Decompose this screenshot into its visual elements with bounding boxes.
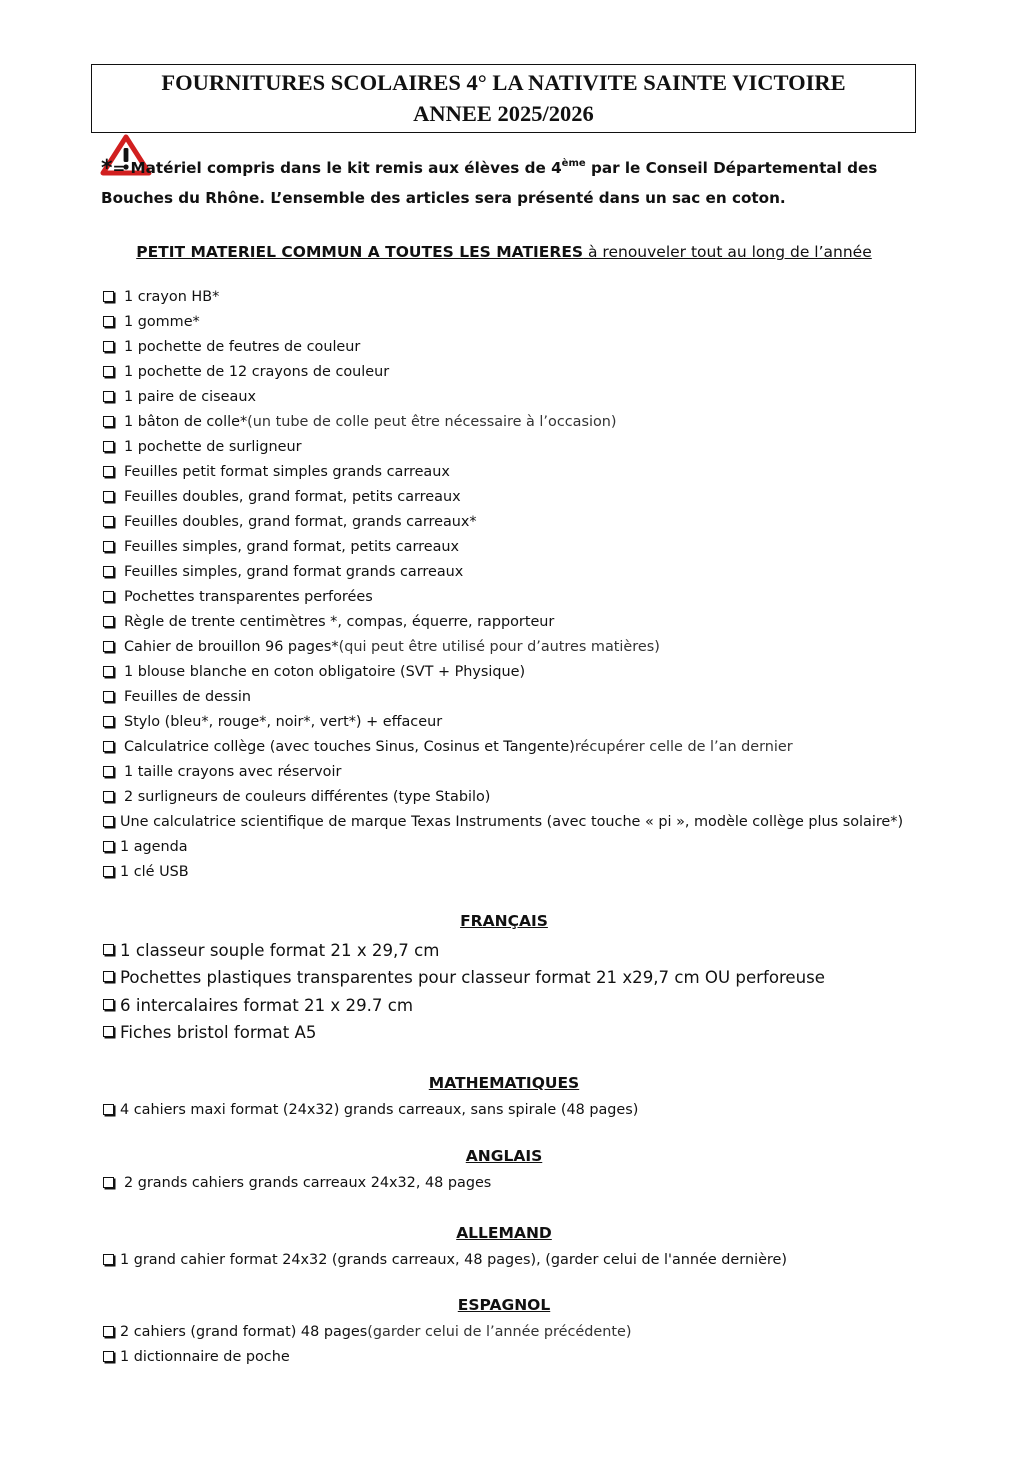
checkbox[interactable] [103,866,114,877]
list-item: 1 grand cahier format 24x32 (grands carreaux, 48 pages), (garder celui de l'année dernière) [101,1248,787,1273]
list-item: Feuilles de dessin [101,685,903,710]
checkbox[interactable] [103,541,114,552]
list-item: Feuilles doubles, grand format, petits carreaux [101,485,903,510]
checkbox[interactable] [103,716,114,727]
list-item: 1 taille crayons avec réservoir [101,760,903,785]
list-item: Feuilles simples, grand format grands carreaux [101,560,903,585]
checkbox[interactable] [103,516,114,527]
list-item: 1 gomme* [101,310,903,335]
checkbox[interactable] [103,1254,114,1265]
title-line-2: ANNEE 2025/2026 [413,101,594,126]
allemand-items-list [101,1248,787,1273]
list-item: Feuilles doubles, grand format, grands carreaux* [101,510,903,535]
intro-superscript: ème [561,158,586,169]
list-item: 6 intercalaires format 21 x 29.7 cm [101,992,825,1019]
checkbox[interactable] [103,1026,114,1037]
checkbox[interactable] [103,1104,114,1115]
checkbox[interactable] [103,391,114,402]
checkbox[interactable] [103,566,114,577]
espagnol-items-list [101,1320,631,1370]
title-line-1: FOURNITURES SCOLAIRES 4° LA NATIVITE SAINTE VICTOIRE [161,70,846,95]
mathematiques-items-list [101,1098,638,1123]
list-item: 1 pochette de surligneur [101,435,903,460]
intro-line-2: Bouches du Rhône. L’ensemble des articles sera présenté dans un sac en coton. [101,189,786,207]
list-item: Cahier de brouillon 96 pages* (qui peut être utilisé pour d’autres matières) [101,635,903,660]
intro-star: * [101,156,113,181]
checkbox[interactable] [103,666,114,677]
list-item: 1 blouse blanche en coton obligatoire (SVT + Physique) [101,660,903,685]
list-item: Feuilles simples, grand format, petits carreaux [101,535,903,560]
checkbox[interactable] [103,416,114,427]
list-item: 1 dictionnaire de poche [101,1345,631,1370]
intro-text-a: = Matériel compris dans le kit remis aux élèves de 4 [112,159,562,177]
document-title [91,64,916,133]
list-item: Règle de trente centimètres *, compas, équerre, rapporteur [101,610,903,635]
checkbox[interactable] [103,591,114,602]
allemand-heading: ALLEMAND [456,1224,552,1242]
intro-note [101,154,901,212]
common-section-heading [0,243,1008,261]
francais-heading: FRANÇAIS [460,912,548,930]
list-item: 2 grands cahiers grands carreaux 24x32, 48 pages [101,1171,491,1196]
checkbox[interactable] [103,491,114,502]
checkbox[interactable] [103,291,114,302]
checkbox[interactable] [103,971,114,982]
checkbox[interactable] [103,1326,114,1337]
list-item: 2 surligneurs de couleurs différentes (type Stabilo) [101,785,903,810]
checkbox[interactable] [103,741,114,752]
checkbox[interactable] [103,791,114,802]
anglais-items-list [101,1171,491,1196]
list-item: 1 bâton de colle* (un tube de colle peut être nécessaire à l’occasion) [101,410,903,435]
checkbox[interactable] [103,616,114,627]
espagnol-heading: ESPAGNOL [457,1296,551,1314]
common-heading-suffix: à renouveler tout au long de l’année [583,243,872,261]
checkbox[interactable] [103,1177,114,1188]
checkbox[interactable] [103,641,114,652]
list-item: 1 pochette de 12 crayons de couleur [101,360,903,385]
checkbox[interactable] [103,441,114,452]
checkbox[interactable] [103,999,114,1010]
list-item: Pochettes plastiques transparentes pour classeur format 21 x29,7 cm OU perforeuse [101,964,825,991]
list-item: 1 clé USB [101,860,903,885]
checkbox[interactable] [103,841,114,852]
checkbox[interactable] [103,466,114,477]
checkbox[interactable] [103,316,114,327]
list-item: 1 crayon HB* [101,285,903,310]
checkbox[interactable] [103,1351,114,1362]
checkbox[interactable] [103,691,114,702]
list-item: 1 agenda [101,835,903,860]
common-items-list [101,285,903,885]
list-item: 1 classeur souple format 21 x 29,7 cm [101,937,825,964]
common-heading-main: PETIT MATERIEL COMMUN A TOUTES LES MATIERES [136,243,584,261]
checkbox[interactable] [103,816,114,827]
anglais-heading: ANGLAIS [465,1147,543,1165]
list-item: Calculatrice collège (avec touches Sinus, Cosinus et Tangente) récupérer celle de l’an dernier [101,735,903,760]
checkbox[interactable] [103,341,114,352]
mathematiques-heading: MATHEMATIQUES [428,1074,580,1092]
list-item: 4 cahiers maxi format (24x32) grands carreaux, sans spirale (48 pages) [101,1098,638,1123]
list-item: Stylo (bleu*, rouge*, noir*, vert*) + effaceur [101,710,903,735]
intro-text-b: par le Conseil Départemental des [585,159,878,177]
list-item: Feuilles petit format simples grands carreaux [101,460,903,485]
checkbox[interactable] [103,366,114,377]
list-item: 1 paire de ciseaux [101,385,903,410]
list-item: 1 pochette de feutres de couleur [101,335,903,360]
list-item: Une calculatrice scientifique de marque Texas Instruments (avec touche « pi », modèle collège plus solaire*) [101,810,903,835]
checkbox[interactable] [103,766,114,777]
list-item: Fiches bristol format A5 [101,1019,825,1046]
francais-items-list [101,937,825,1046]
list-item: 2 cahiers (grand format) 48 pages (garder celui de l’année précédente) [101,1320,631,1345]
list-item: Pochettes transparentes perforées [101,585,903,610]
checkbox[interactable] [103,944,114,955]
